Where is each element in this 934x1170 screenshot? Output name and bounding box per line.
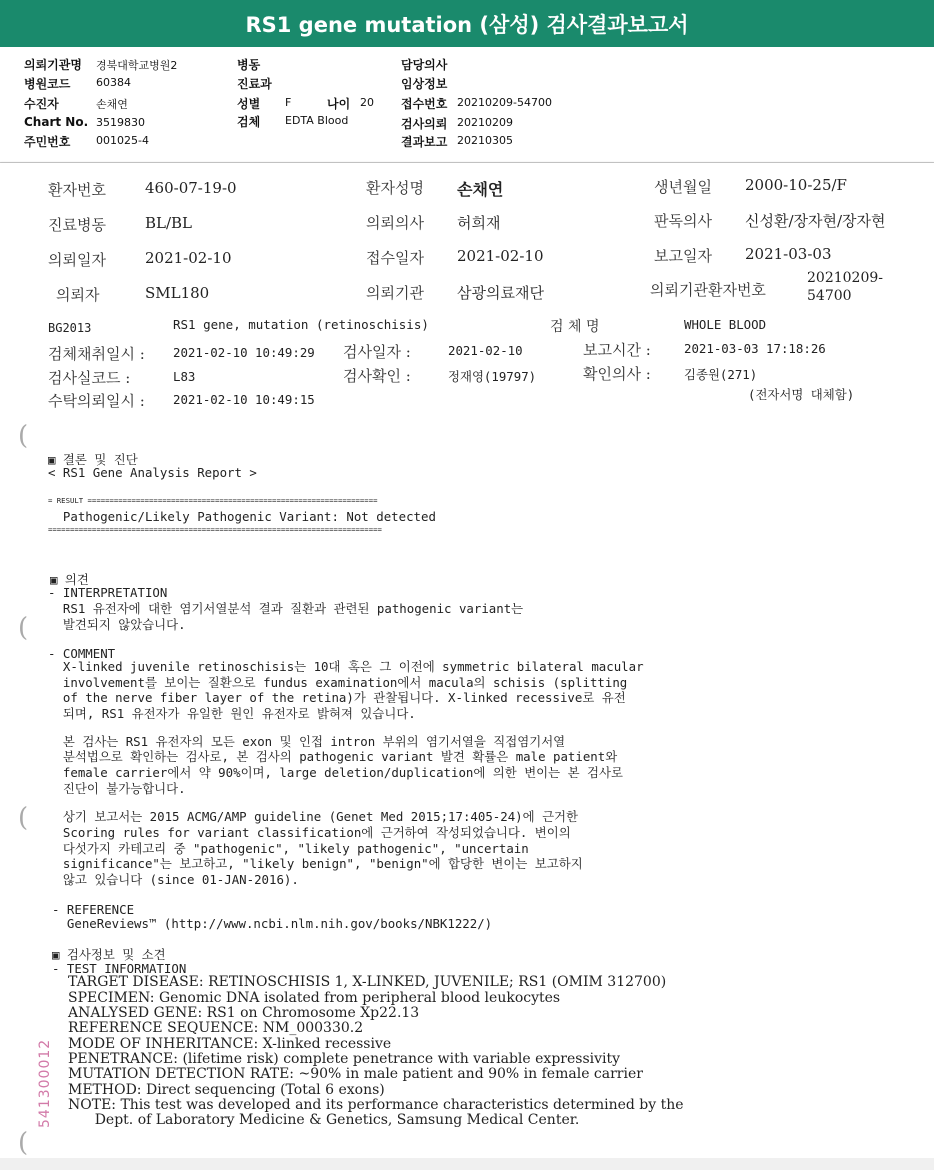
test-info-line: MUTATION DETECTION RATE: ~90% in male patient and 90% in female carrier (68, 1066, 643, 1082)
header-label: Chart No. (24, 115, 89, 129)
confirm: 정재영(19797) (448, 369, 537, 384)
reader-label: 판독의사 (654, 212, 712, 230)
header-label: 검사의뢰 (401, 117, 448, 131)
interpretation-line: RS1 유전자에 대한 염기서열분석 결과 질환과 관련된 pathogenic variant는 (48, 601, 524, 616)
req-date-label: 의뢰일자 (48, 251, 106, 269)
header-value: EDTA Blood (285, 114, 349, 127)
barcode-number-text: 541300012 (37, 1038, 53, 1128)
interpretation-line: 발견되지 않았습니다. (48, 617, 186, 632)
comment-line: of the nerve fiber layer of the retina)가 관찰됩니다. X-linked recessive로 유전 (48, 690, 626, 705)
test-info-line: PENETRANCE: (lifetime risk) complete penetrance with variable expressivity (68, 1051, 621, 1067)
header-value: 20210305 (457, 134, 513, 147)
margin-mark: ( (18, 803, 29, 833)
header-label: 주민번호 (24, 135, 71, 149)
dob: 2000-10-25/F (745, 176, 847, 194)
header-info-panel (0, 47, 934, 163)
test-info-line: NOTE: This test was developed and its performance characteristics determined by the (68, 1097, 684, 1113)
comment-line: female carrier에서 약 90%이며, large deletion/duplication에 의한 변이는 본 검사로 (48, 765, 623, 780)
patient-no: 460-07-19-0 (145, 179, 237, 197)
collect-label: 검체채취일시 : (48, 345, 145, 363)
report-time-label: 보고시간 : (583, 341, 651, 359)
ward: BL/BL (145, 214, 193, 232)
header-label: 결과보고 (401, 135, 448, 149)
report-page (0, 163, 934, 1158)
conclusion-heading: ▣ 결론 및 진단 (48, 452, 138, 467)
header-value: 20 (360, 96, 374, 109)
req-doctor: 허희재 (457, 214, 501, 232)
header-label: 임상정보 (401, 77, 448, 91)
patient-no-label: 환자번호 (48, 181, 106, 199)
reference-heading: - REFERENCE (52, 902, 135, 917)
test-info-line: METHOD: Direct sequencing (Total 6 exons) (68, 1082, 385, 1098)
recv-date-label: 접수일자 (366, 249, 424, 267)
exam-date: 2021-02-10 (448, 343, 523, 358)
header-value: 경북대학교병원2 (96, 59, 178, 72)
header-value: 3519830 (96, 116, 145, 129)
header-label: 담당의사 (401, 58, 448, 72)
header-value: 20210209 (457, 116, 513, 129)
page-bottom-strip (0, 1158, 934, 1170)
comment-line: 진단이 불가능합니다. (48, 781, 186, 796)
header-label: 나이 (327, 97, 351, 111)
confirm-label: 검사확인 : (343, 367, 411, 385)
patient-name: 손채연 (457, 180, 504, 199)
room-label: 검사실코드 : (48, 369, 131, 387)
header-label: 의뢰기관명 (24, 58, 82, 72)
margin-mark: ( (18, 421, 29, 451)
req-doctor-label: 의뢰의사 (366, 214, 424, 232)
outsource-label: 수탁의뢰일시 : (48, 392, 145, 410)
ward-label: 진료병동 (48, 216, 106, 234)
header-value: 손채연 (96, 98, 128, 111)
comment-line: Scoring rules for variant classification에 근거하여 작성되었습니다. 변이의 (48, 825, 571, 840)
confirm-doc: 김종원(271) (684, 367, 758, 382)
requester-label: 의뢰자 (56, 286, 100, 304)
outsource: 2021-02-10 10:49:15 (173, 392, 315, 407)
recv-date: 2021-02-10 (457, 247, 544, 265)
comment-line: 상기 보고서는 2015 ACMG/AMP guideline (Genet Med 2015;17:405-24)에 근거한 (48, 809, 578, 824)
requester: SML180 (145, 284, 210, 302)
opinion-heading: ▣ 의견 (50, 572, 89, 587)
comment-line: 본 검사는 RS1 유전자의 모든 exon 및 인접 intron 부위의 염기서열을 직접염기서열 (48, 734, 566, 749)
margin-mark: ( (18, 613, 29, 643)
result-text: Pathogenic/Likely Pathogenic Variant: Not detected (48, 509, 436, 524)
margin-mark: ( (18, 1128, 29, 1158)
test-name: RS1 gene, mutation (retinoschisis) (173, 317, 429, 332)
req-inst: 삼광의료재단 (457, 284, 544, 302)
test-info-heading: - TEST INFORMATION (52, 961, 187, 976)
header-label: 검체 (237, 115, 261, 129)
header-label: 수진자 (24, 97, 59, 111)
test-info-line: MODE OF INHERITANCE: X-linked recessive (68, 1036, 392, 1052)
report-title-text: RS1 gene mutation (삼성) 검사결과보고서 (245, 12, 689, 37)
comment-line: involvement를 보이는 질환으로 fundus examination에서 macula의 schisis (splitting (48, 675, 628, 690)
test-info-line: TARGET DISEASE: RETINOSCHISIS 1, X-LINKED, JUVENILE; RS1 (OMIM 312700) (68, 974, 667, 990)
exam-date-label: 검사일자 : (343, 343, 411, 361)
reader: 신성환/장자현/장자현 (745, 212, 886, 230)
inst-pt-no-line2: 54700 (807, 288, 852, 304)
inst-pt-no-line1: 20210209- (807, 270, 883, 286)
info-heading: ▣ 검사정보 및 소견 (52, 947, 166, 962)
test-code: BG2013 (48, 321, 92, 335)
header-value: 20210209-54700 (457, 96, 552, 109)
comment-line: 되며, RS1 유전자가 유일한 원인 유전자로 밝혀져 있습니다. (48, 706, 416, 721)
report-name: < RS1 Gene Analysis Report > (48, 465, 257, 480)
report-date: 2021-03-03 (745, 245, 832, 263)
comment-line: significance"는 보고하고, "likely benign", "benign"에 합당한 변이는 보고하지 (48, 856, 583, 871)
header-label: 병동 (237, 58, 261, 72)
comment-heading: - COMMENT (48, 646, 116, 661)
comment-line: 분석법으로 확인하는 검사로, 본 검사의 pathogenic variant 발견 확률은 male patient와 (48, 749, 618, 764)
reference-line: GeneReviews™ (http://www.ncbi.nlm.nih.gov/books/NBK1222/) (52, 916, 493, 931)
comment-line: X-linked juvenile retinoschisis는 10대 혹은 그 이전에 symmetric bilateral macular (48, 659, 644, 674)
collect: 2021-02-10 10:49:29 (173, 345, 315, 360)
test-info-line: Dept. of Laboratory Medicine & Genetics, Samsung Medical Center. (68, 1112, 580, 1128)
test-info-line: SPECIMEN: Genomic DNA isolated from peripheral blood leukocytes (68, 990, 561, 1006)
header-value: F (285, 96, 292, 109)
comment-line: 다섯가지 카테고리 중 "pathogenic", "likely pathogenic", "uncertain (48, 841, 529, 856)
inst-pt-no-label: 의뢰기관환자번호 (650, 281, 766, 299)
interpretation-heading: - INTERPRETATION (48, 585, 168, 600)
test-info-line: REFERENCE SEQUENCE: NM_000330.2 (68, 1020, 364, 1036)
header-label: 진료과 (237, 77, 272, 91)
header-value: 001025-4 (96, 134, 149, 147)
comment-line: 않고 있습니다 (since 01-JAN-2016). (48, 872, 299, 887)
patient-name-label: 환자성명 (366, 179, 424, 197)
report-date-label: 보고일자 (654, 247, 712, 265)
specimen: WHOLE BLOOD (684, 317, 767, 332)
specimen-label: 검 체 명 (550, 319, 600, 335)
header-label: 접수번호 (401, 97, 448, 111)
report-time: 2021-03-03 17:18:26 (684, 341, 826, 356)
header-label: 병원코드 (24, 77, 71, 91)
test-info-line: ANALYSED GENE: RS1 on Chromosome Xp22.13 (68, 1005, 420, 1021)
header-value: 60384 (96, 76, 131, 89)
req-inst-label: 의뢰기관 (366, 284, 424, 302)
req-date: 2021-02-10 (145, 249, 232, 267)
header-label: 성별 (237, 97, 261, 111)
result-rule-bottom: ============================================================================ (48, 525, 382, 534)
room: L83 (173, 369, 196, 384)
report-title (0, 0, 934, 47)
barcode-number-vertical (32, 1010, 56, 1130)
dob-label: 생년월일 (654, 178, 712, 196)
confirm-doc-label: 확인의사 : (583, 365, 651, 383)
result-rule: = RESULT ================================================================== (48, 496, 378, 505)
esign-note: (전자서명 대체함) (748, 387, 855, 402)
